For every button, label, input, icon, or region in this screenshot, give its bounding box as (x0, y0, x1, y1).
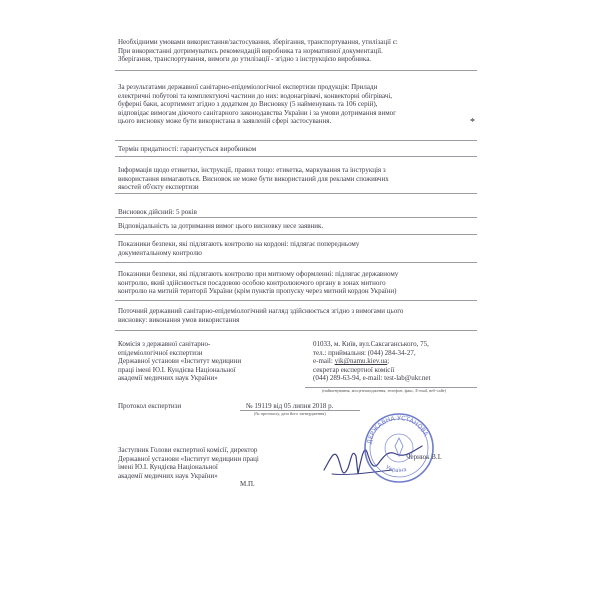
conditions-line-2: При використанні дотримуватись рекомендацій виробника та нормативної документації. (118, 46, 383, 55)
commission-contacts (313, 340, 483, 383)
commission-name (118, 340, 298, 383)
protocol-label: Протокол експертизи (118, 402, 182, 410)
customs-control-line-1: Показники безпеки, які підлягають контролю при митному оформленні: підлягає державному (118, 270, 399, 278)
results-line-2: електричні побутові та комплектуючі частини до них: водонагрівачі, конвекторні обігрівачі, (118, 91, 393, 100)
conditions-section (118, 38, 472, 64)
commission-left-5: академії медичних наук України» (118, 374, 218, 383)
results-line-1: За результатами державної санітарно-епідеміологічної експертизи продукція: Прилади (118, 83, 378, 91)
commission-phone: тел.: приймальня: (044) 284-34-27, (313, 348, 416, 357)
commission-secretary: секретар експертної комісії (313, 365, 395, 374)
commission-left-2: епідеміологічної експертизи (118, 348, 203, 357)
signatory-line-2: Державної установи «Інститут медицини праці (118, 454, 259, 463)
signatory-line-4: академії медичних наук України» (118, 471, 218, 480)
commission-left-3: Державної установи «Інститут медицини (118, 357, 242, 366)
signatory-name: Чернюк В.І. (406, 453, 442, 461)
email-link[interactable]: yik@namu.kiev.ua (334, 357, 388, 366)
responsibility-text: Відповідальність за дотримання вимог цього висновку несе заявник. (118, 222, 324, 230)
customs-control-line-3: контролю на митній території України (крім пунктів пропуску через митний кордон України) (118, 287, 397, 296)
stamp-text-bottom: Україна (384, 464, 408, 475)
divider (115, 193, 477, 194)
seal-place-label: М.П. (240, 480, 255, 489)
shelf-life-text: Термін придатності: гарантується виробником (118, 145, 257, 153)
protocol-footnote: (№ протоколу, дата його затвердження) (254, 411, 326, 416)
commission-footnote: (найменування, місцезнаходження, телефон, факс, E-mail, веб-сайт) (322, 388, 447, 393)
signatory (118, 446, 318, 489)
border-control-line-1: Показники безпеки, які підлягають контролю на кордоні: підлягає попередньому (118, 240, 360, 248)
responsibility (118, 222, 472, 231)
conditions-line-3: Зберігання, транспортування, вимоги до утилізації - згідно з інструкцією виробника. (118, 55, 372, 64)
divider (115, 300, 477, 301)
divider (115, 330, 477, 331)
supervision-line-2: висновку: виконання умов використання (118, 315, 240, 324)
asterisk-mark: * (470, 117, 475, 128)
supervision-line-1: Поточний державний санітарно-епідеміологічний нагляд здійснюється згідно з вимогами цього (118, 307, 404, 315)
info-section (118, 166, 472, 192)
protocol-value: № 19119 від 05 липня 2018 р. (246, 402, 334, 410)
divider (115, 234, 477, 235)
commission-secretary-contact: (044) 289-63-94, e-mail: test-lab@ukr.net (313, 374, 431, 383)
official-stamp (359, 408, 439, 488)
customs-control-line-2: контролю, який здійснюється посадовою особою контролюючого органу в зонах митного (118, 278, 386, 287)
email-suffix: ; (387, 357, 390, 366)
stamp-text-top: ДЕРЖАВНА УСТАНОВА (366, 414, 430, 445)
supervision (118, 307, 472, 324)
divider (115, 156, 477, 157)
email-prefix: e-mail: (313, 357, 335, 366)
commission-address: 01033, м. Київ, вул.Саксаганського, 75, (313, 340, 429, 348)
results-line-5: цього висновку може бути використана в заявленій сфері застосування. (118, 117, 332, 126)
divider (115, 140, 477, 141)
commission-email-line (313, 357, 483, 366)
info-line-2: використання вимагаються. Висновок не може бути використаний для реклами споживчих (118, 174, 389, 183)
divider (115, 262, 477, 263)
divider (115, 70, 477, 71)
info-line-3: якостей об'єкту експертизи (118, 183, 199, 192)
signatory-line-1: Заступник Голови експертної комісії, директор (118, 446, 258, 454)
commission-left-4: праці імені Ю.І. Кундієва Національної (118, 365, 236, 374)
results-line-3: буферні баки, асортимент згідно з додатком до Висновку (5 найменувань та 106 серій), (118, 100, 378, 109)
customs-control (118, 270, 472, 296)
results-line-4: відповідає вимогам діючого санітарного законодавства України і за умови дотримання вимог (118, 108, 397, 117)
border-control-line-2: документальному контролю (118, 248, 202, 257)
commission-left-1: Комісія з державної санітарно- (118, 340, 211, 348)
signatory-line-3: імені Ю.І. Кундієва Національної (118, 463, 218, 472)
divider (115, 217, 477, 218)
validity-text: Висновок дійсний: 5 років (118, 208, 197, 216)
svg-text:Україна (385, 465, 408, 474)
info-line-1: Інформація щодо етикетки, інструкції, правил тощо: етикетка, маркування та інструкція з (118, 166, 386, 174)
results-section (118, 83, 472, 126)
border-control (118, 240, 472, 257)
validity (118, 208, 472, 217)
conditions-line-1: Необхідними умовами використання/застосування, зберігання, транспортування, утилізації є: (118, 38, 398, 46)
shelf-life (118, 145, 472, 154)
